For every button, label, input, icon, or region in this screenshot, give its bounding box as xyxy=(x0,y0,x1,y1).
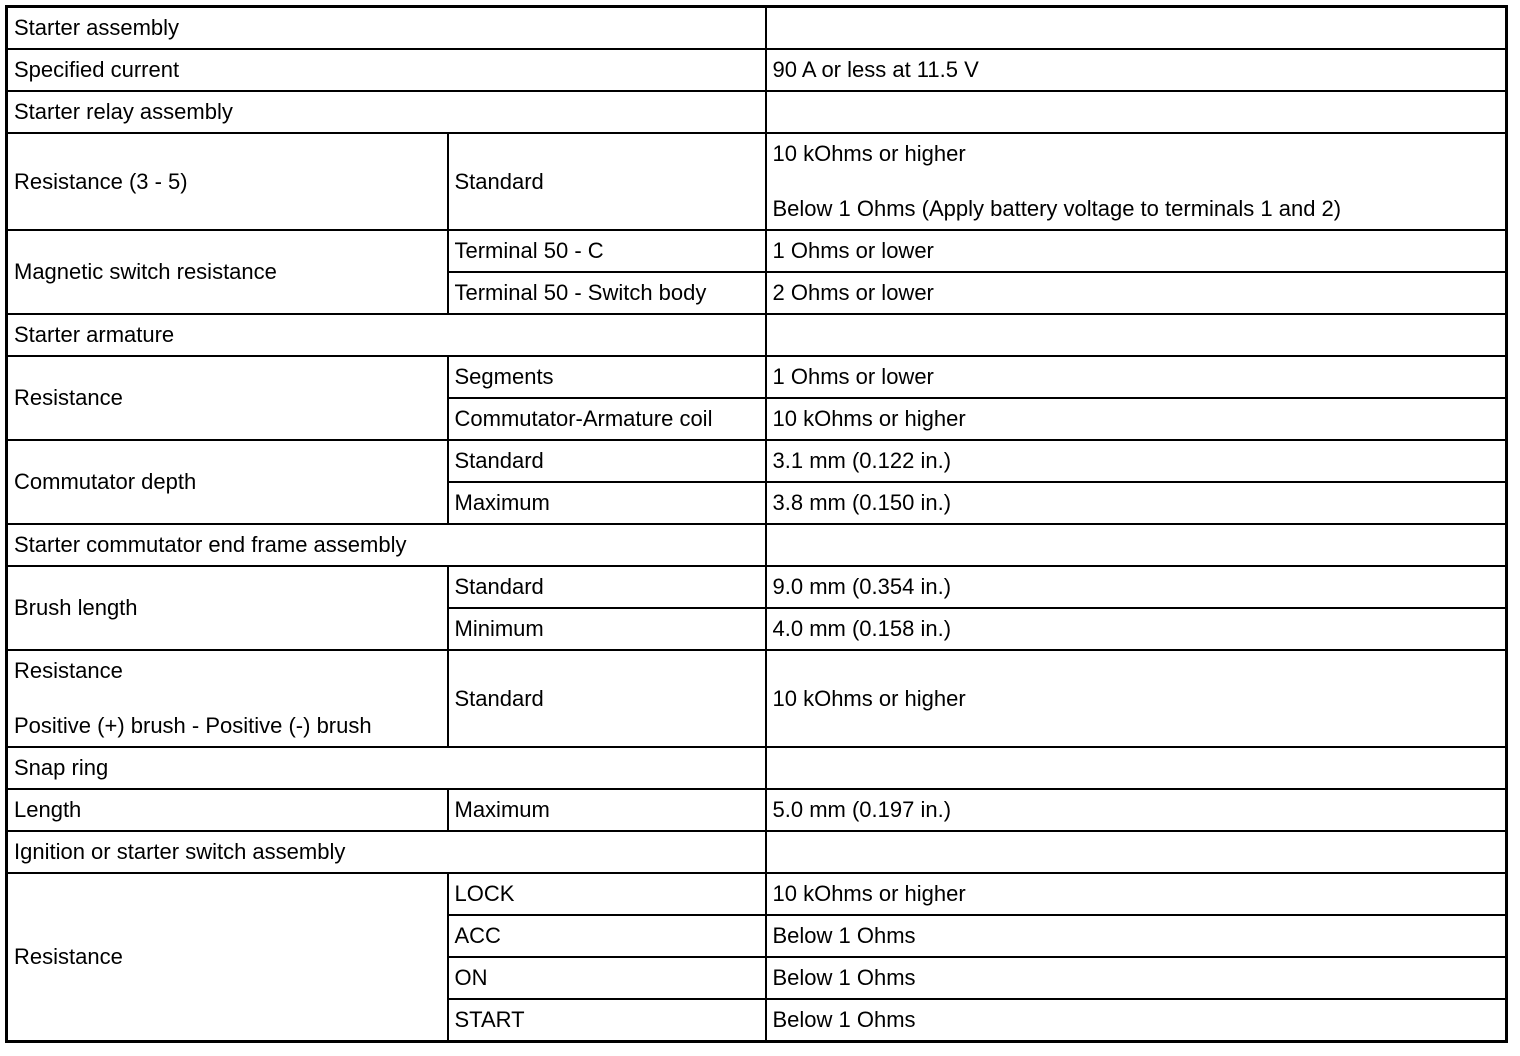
condition-label: Standard xyxy=(448,650,766,747)
spec-value-line: 10 kOhms or higher xyxy=(772,141,966,166)
condition-label: Commutator-Armature coil xyxy=(448,398,766,440)
item-label-line: Resistance xyxy=(14,658,123,683)
condition-label: Standard xyxy=(448,566,766,608)
table-row xyxy=(7,873,1507,915)
condition-label: Terminal 50 - C xyxy=(448,230,766,272)
spec-value: 10 kOhms or higher xyxy=(766,873,1507,915)
empty-cell xyxy=(766,524,1507,566)
empty-cell xyxy=(766,7,1507,50)
item-label: Resistance xyxy=(7,873,448,1042)
item-label: Specified current xyxy=(7,49,766,91)
item-label: Resistance (3 - 5) xyxy=(7,133,448,230)
spec-value: 1 Ohms or lower xyxy=(766,230,1507,272)
item-label: Length xyxy=(7,789,448,831)
table-row xyxy=(7,440,1507,482)
table-row xyxy=(7,566,1507,608)
condition-label: Minimum xyxy=(448,608,766,650)
item-label xyxy=(7,650,448,747)
table-row xyxy=(7,133,1507,230)
condition-label: ON xyxy=(448,957,766,999)
section-header: Starter commutator end frame assembly xyxy=(7,524,766,566)
item-label: Magnetic switch resistance xyxy=(7,230,448,314)
spec-value: 10 kOhms or higher xyxy=(766,398,1507,440)
section-header: Starter armature xyxy=(7,314,766,356)
starter-specifications-table xyxy=(5,5,1508,1043)
spec-value: 3.8 mm (0.150 in.) xyxy=(766,482,1507,524)
table-row xyxy=(7,356,1507,398)
spec-value: 4.0 mm (0.158 in.) xyxy=(766,608,1507,650)
spec-value: 3.1 mm (0.122 in.) xyxy=(766,440,1507,482)
condition-label: Terminal 50 - Switch body xyxy=(448,272,766,314)
condition-label: Standard xyxy=(448,440,766,482)
condition-label: Maximum xyxy=(448,482,766,524)
section-header-row xyxy=(7,524,1507,566)
table-row xyxy=(7,650,1507,747)
section-header-row xyxy=(7,831,1507,873)
condition-label: LOCK xyxy=(448,873,766,915)
empty-cell xyxy=(766,314,1507,356)
table-row xyxy=(7,789,1507,831)
section-header: Ignition or starter switch assembly xyxy=(7,831,766,873)
spec-value: Below 1 Ohms xyxy=(766,957,1507,999)
section-header: Starter assembly xyxy=(7,7,766,50)
empty-cell xyxy=(766,831,1507,873)
section-header-row xyxy=(7,7,1507,50)
table-row xyxy=(7,230,1507,272)
section-header: Snap ring xyxy=(7,747,766,789)
spec-value: 9.0 mm (0.354 in.) xyxy=(766,566,1507,608)
spec-value-line: Below 1 Ohms (Apply battery voltage to terminals 1 and 2) xyxy=(772,196,1342,221)
spec-value: 1 Ohms or lower xyxy=(766,356,1507,398)
spec-value: Below 1 Ohms xyxy=(766,999,1507,1042)
section-header: Starter relay assembly xyxy=(7,91,766,133)
empty-cell xyxy=(766,91,1507,133)
condition-label: Maximum xyxy=(448,789,766,831)
item-label: Commutator depth xyxy=(7,440,448,524)
condition-label: ACC xyxy=(448,915,766,957)
spec-value: 10 kOhms or higher xyxy=(766,650,1507,747)
condition-label: Standard xyxy=(448,133,766,230)
item-label: Brush length xyxy=(7,566,448,650)
section-header-row xyxy=(7,91,1507,133)
spec-value: 5.0 mm (0.197 in.) xyxy=(766,789,1507,831)
empty-cell xyxy=(766,747,1507,789)
spec-value: 90 A or less at 11.5 V xyxy=(766,49,1507,91)
item-label: Resistance xyxy=(7,356,448,440)
section-header-row xyxy=(7,747,1507,789)
condition-label: Segments xyxy=(448,356,766,398)
section-header-row xyxy=(7,314,1507,356)
table-row xyxy=(7,49,1507,91)
item-label-line: Positive (+) brush - Positive (-) brush xyxy=(14,713,372,738)
condition-label: START xyxy=(448,999,766,1042)
spec-value xyxy=(766,133,1507,230)
spec-value: 2 Ohms or lower xyxy=(766,272,1507,314)
spec-value: Below 1 Ohms xyxy=(766,915,1507,957)
